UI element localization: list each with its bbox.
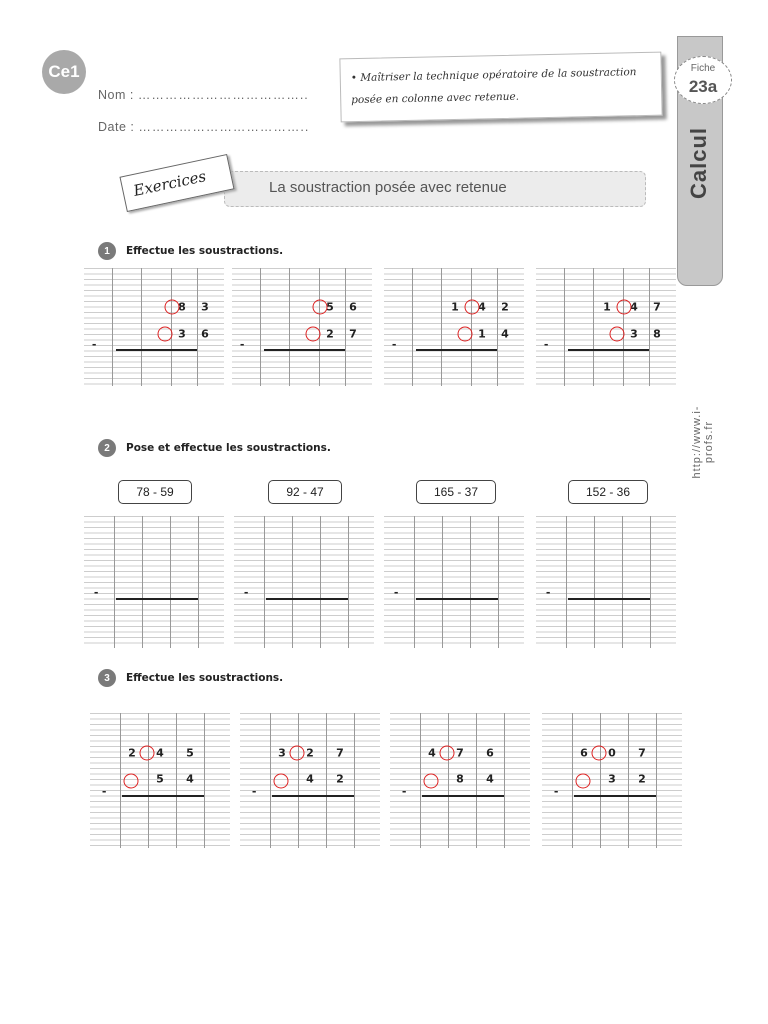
subject-label: Calcul — [686, 126, 711, 200]
top-digit: 0 — [608, 746, 616, 760]
minus-sign: - — [252, 783, 257, 798]
bottom-digit: 4 — [501, 327, 509, 341]
operation-box: 152 - 36 — [568, 480, 648, 504]
carry-circle[interactable] — [158, 327, 173, 342]
bottom-digit: 4 — [186, 772, 194, 786]
page-title: La soustraction posée avec retenue — [269, 179, 507, 196]
minus-sign: - — [394, 584, 399, 599]
carry-circle[interactable] — [458, 327, 473, 342]
bottom-digit: 8 — [456, 772, 464, 786]
section-2-title: Pose et effectue les soustractions. — [126, 442, 331, 454]
exercise-2-grid[interactable] — [384, 516, 524, 648]
title-bar — [224, 171, 646, 207]
carry-circle[interactable] — [290, 746, 305, 761]
minus-sign: - — [546, 584, 551, 599]
operation-box: 78 - 59 — [118, 480, 192, 504]
bottom-digit: 4 — [486, 772, 494, 786]
bottom-digit: 3 — [178, 327, 186, 341]
top-digit: 7 — [456, 746, 464, 760]
minus-sign: - — [94, 584, 99, 599]
minus-sign: - — [244, 584, 249, 599]
carry-circle[interactable] — [592, 746, 607, 761]
top-digit: 4 — [156, 746, 164, 760]
result-line — [416, 598, 498, 600]
result-line — [122, 795, 204, 797]
bottom-digit: 2 — [336, 772, 344, 786]
carry-circle[interactable] — [124, 774, 139, 789]
exercise-2-grid[interactable] — [536, 516, 676, 648]
top-digit: 7 — [638, 746, 646, 760]
result-line — [116, 349, 197, 351]
result-line — [568, 598, 650, 600]
bottom-digit: 4 — [306, 772, 314, 786]
bottom-digit: 5 — [156, 772, 164, 786]
top-digit: 4 — [428, 746, 436, 760]
exercise-3-grid[interactable] — [390, 713, 530, 848]
exercise-1-grid[interactable] — [384, 268, 524, 386]
name-dots: ……………………………….. — [137, 88, 309, 102]
exercise-3-grid[interactable] — [542, 713, 682, 848]
exercise-3-grid[interactable] — [90, 713, 230, 848]
top-digit: 5 — [186, 746, 194, 760]
result-line — [266, 598, 348, 600]
section-1-title: Effectue les soustractions. — [126, 245, 284, 257]
minus-sign: - — [402, 783, 407, 798]
minus-sign: - — [544, 336, 549, 351]
section-1-number: 1 — [98, 242, 116, 260]
result-line — [422, 795, 504, 797]
bottom-digit: 3 — [630, 327, 638, 341]
exercise-3-grid[interactable] — [240, 713, 380, 848]
result-line — [272, 795, 354, 797]
result-line — [568, 349, 649, 351]
section-2-number: 2 — [98, 439, 116, 457]
exercise-1-grid[interactable] — [536, 268, 676, 386]
grid-lines — [384, 516, 524, 648]
bottom-digit: 2 — [638, 772, 646, 786]
top-digit: 2 — [501, 300, 509, 314]
grid-lines — [536, 516, 676, 648]
top-digit: 2 — [306, 746, 314, 760]
top-digit: 3 — [201, 300, 209, 314]
result-line — [264, 349, 345, 351]
top-digit: 3 — [278, 746, 286, 760]
date-field[interactable] — [98, 120, 309, 134]
grid-lines — [234, 516, 374, 648]
bottom-digit: 6 — [201, 327, 209, 341]
name-label: Nom : — [98, 88, 134, 102]
exercises-tag — [119, 154, 234, 212]
carry-circle[interactable] — [424, 774, 439, 789]
minus-sign: - — [92, 336, 97, 351]
top-digit: 2 — [128, 746, 136, 760]
top-digit: 6 — [349, 300, 357, 314]
top-digit: 6 — [580, 746, 588, 760]
exercises-tag-label: Exercices — [131, 167, 208, 200]
bottom-digit: 8 — [653, 327, 661, 341]
carry-circle[interactable] — [617, 300, 632, 315]
operation-box: 165 - 37 — [416, 480, 496, 504]
bottom-digit: 7 — [349, 327, 357, 341]
bottom-digit: 3 — [608, 772, 616, 786]
carry-circle[interactable] — [576, 774, 591, 789]
bottom-digit: 2 — [326, 327, 334, 341]
fiche-label: Fiche — [690, 63, 716, 74]
carry-circle[interactable] — [306, 327, 321, 342]
minus-sign: - — [240, 336, 245, 351]
carry-circle[interactable] — [440, 746, 455, 761]
section-3-number: 3 — [98, 669, 116, 687]
bottom-digit: 1 — [478, 327, 486, 341]
objective-box — [339, 52, 662, 123]
exercise-2-grid[interactable] — [234, 516, 374, 648]
level-badge: Ce1 — [42, 50, 86, 94]
carry-circle[interactable] — [140, 746, 155, 761]
top-digit: 8 — [178, 300, 186, 314]
top-digit: 4 — [478, 300, 486, 314]
result-line — [116, 598, 198, 600]
result-line — [574, 795, 656, 797]
fiche-number: 23a — [688, 77, 718, 96]
result-line — [416, 349, 497, 351]
carry-circle[interactable] — [313, 300, 328, 315]
top-digit: 5 — [326, 300, 334, 314]
grid-lines — [84, 516, 224, 648]
top-digit: 1 — [451, 300, 459, 314]
name-field[interactable] — [98, 88, 309, 102]
minus-sign: - — [554, 783, 559, 798]
exercise-1-grid[interactable] — [84, 268, 224, 386]
fiche-badge — [674, 56, 732, 104]
website-url: http://www.i-profs.fr — [691, 405, 715, 479]
carry-circle[interactable] — [465, 300, 480, 315]
top-digit: 7 — [336, 746, 344, 760]
minus-sign: - — [392, 336, 397, 351]
date-label: Date : — [98, 120, 135, 134]
minus-sign: - — [102, 783, 107, 798]
top-digit: 4 — [630, 300, 638, 314]
top-digit: 1 — [603, 300, 611, 314]
section-3-title: Effectue les soustractions. — [126, 672, 284, 684]
exercise-1-grid[interactable] — [232, 268, 372, 386]
top-digit: 7 — [653, 300, 661, 314]
top-digit: 6 — [486, 746, 494, 760]
carry-circle[interactable] — [610, 327, 625, 342]
operation-box: 92 - 47 — [268, 480, 342, 504]
date-dots: ……………………………….. — [138, 120, 310, 134]
objective-text: • Maîtriser la technique opératoire de la soustraction posée en colonne avec retenue. — [350, 66, 637, 107]
carry-circle[interactable] — [165, 300, 180, 315]
exercise-2-grid[interactable] — [84, 516, 224, 648]
carry-circle[interactable] — [274, 774, 289, 789]
